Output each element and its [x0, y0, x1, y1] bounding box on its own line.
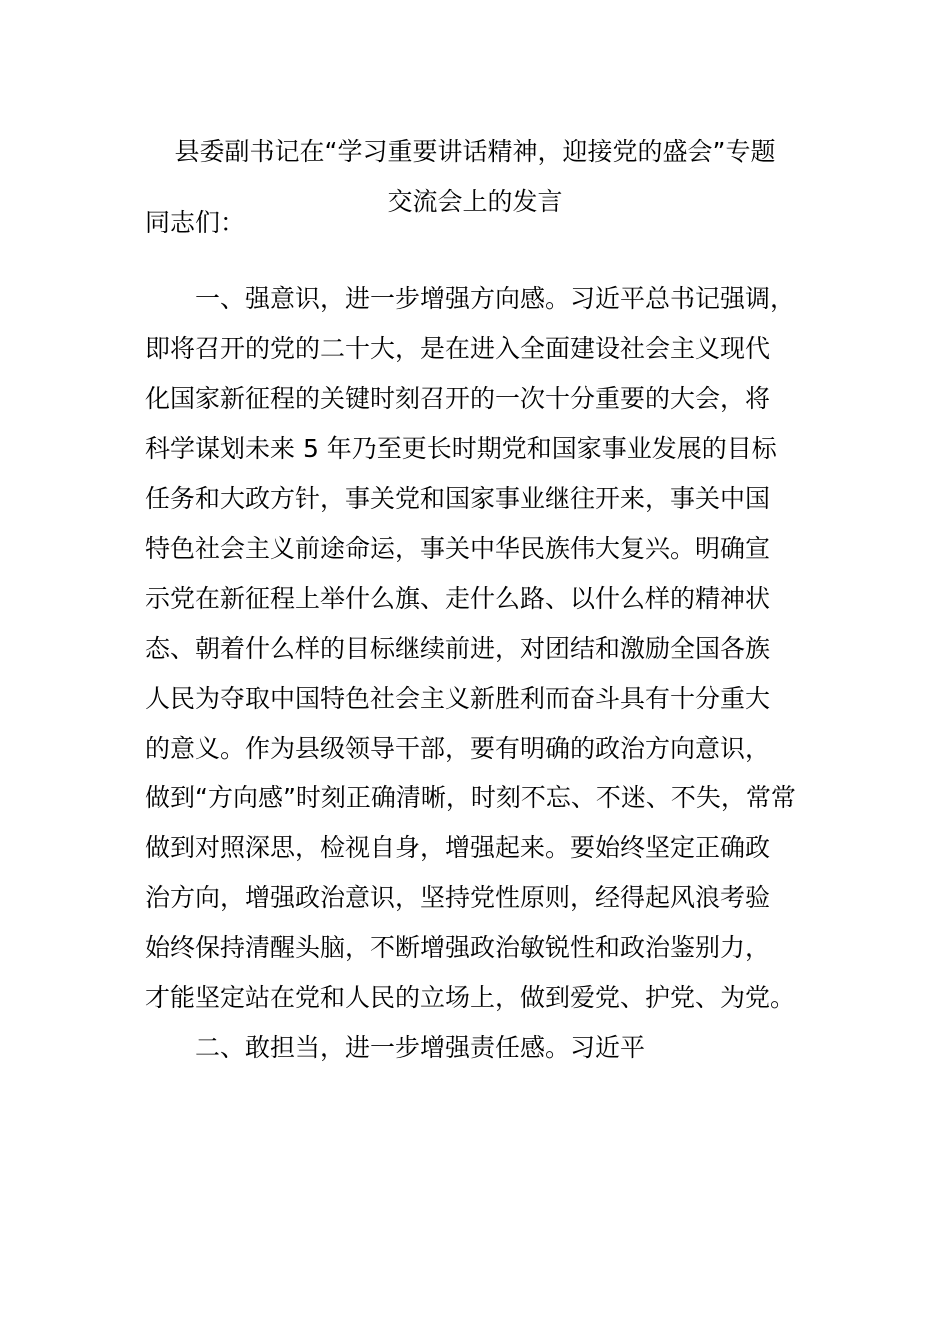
paragraph-line: 示党在新征程上举什么旗、走什么路、以什么样的精神状: [145, 584, 771, 613]
paragraph-line: 人民为夺取中国特色社会主义新胜利而奋斗具有十分重大: [145, 684, 771, 713]
paragraph-line: 任务和大政方针，事关党和国家事业继往开来，事关中国: [145, 484, 771, 513]
paragraph-line: 才能坚定站在党和人民的立场上，做到爱党、护党、为党。: [145, 983, 796, 1012]
paragraph-line: 态、朝着什么样的目标继续前进，对团结和激励全国各族: [145, 634, 771, 663]
paragraph-line: 做到对照深思，检视自身，增强起来。要始终坚定正确政: [145, 833, 771, 862]
paragraph-line: 化国家新征程的关键时刻召开的一次十分重要的大会，将: [145, 384, 771, 413]
paragraph-line: 二、敢担当，进一步增强责任感。习近平: [145, 1033, 646, 1062]
paragraph-line: 治方向，增强政治意识，坚持党性原则，经得起风浪考验: [145, 883, 771, 912]
document-title-line-2: 交流会上的发言: [387, 187, 563, 216]
salutation: 同志们：: [145, 208, 246, 237]
paragraph-line: 科学谋划未来 5 年乃至更长时期党和国家事业发展的目标: [145, 434, 777, 463]
document-title-line-1: 县委副书记在“学习重要讲话精神，迎接党的盛会”专题: [174, 137, 776, 166]
paragraph-line: 即将召开的党的二十大，是在进入全面建设社会主义现代: [145, 334, 771, 363]
paragraph-line: 做到“方向感”时刻正确清晰，时刻不忘、不迷、不失，常常: [145, 783, 796, 812]
paragraph-line: 一、强意识，进一步增强方向感。习近平总书记强调，: [145, 284, 796, 313]
paragraph-line: 始终保持清醒头脑，不断增强政治敏锐性和政治鉴别力，: [145, 933, 771, 962]
paragraph-line: 特色社会主义前途命运，事关中华民族伟大复兴。明确宣: [145, 534, 771, 563]
paragraph-line: 的意义。作为县级领导干部，要有明确的政治方向意识，: [145, 734, 771, 763]
